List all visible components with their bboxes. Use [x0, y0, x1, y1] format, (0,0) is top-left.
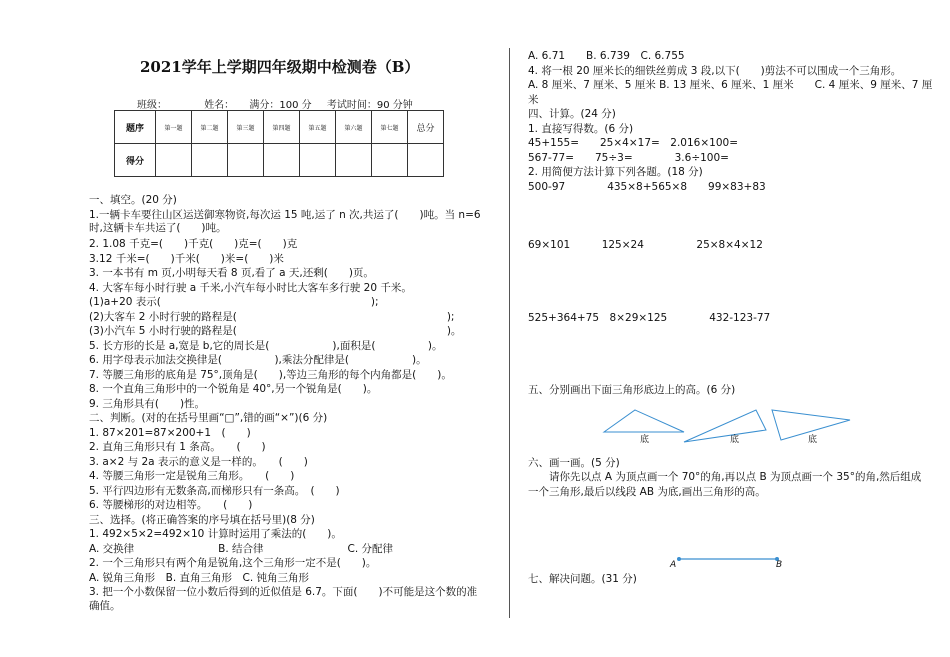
question-line: 5. 平行四边形有无数条高,而梯形只有一条高。 ( ): [89, 485, 340, 497]
question-line: 4. 将一根 20 厘米长的细铁丝剪成 3 段,以下( )剪法不可以围成一个三角形。: [528, 65, 902, 77]
col-header-total: 总分: [408, 111, 444, 144]
score-cell: [192, 144, 228, 177]
question-line: A. 6.71 B. 6.739 C. 6.755: [528, 50, 685, 62]
question-line: 1. 直接写得数。(6 分): [528, 123, 634, 135]
question-line: A. 锐角三角形 B. 直角三角形 C. 钝角三角形: [89, 572, 310, 584]
score-cell: [156, 144, 192, 177]
col-header: 第六题: [336, 111, 372, 144]
question-line: 时,这辆卡车共运了( )吨。: [89, 222, 227, 234]
triangle-2: [684, 410, 766, 442]
score-table: [114, 110, 444, 177]
col-header: 第四题: [264, 111, 300, 144]
triangle-1-base-label: 底: [640, 435, 650, 445]
question-line: 请你先以点 A 为顶点画一个 70°的角,再以点 B 为顶点画一个 35°的角,然后组成: [528, 471, 922, 483]
question-line: 4. 大客车每小时行驶 a 千米,小汽车每小时比大客车多行驶 20 千米。: [89, 282, 412, 294]
triangle-2-base-label: 底: [730, 435, 740, 445]
row-header-order: 题序: [115, 111, 156, 144]
calc-line: 69×101 125×24 25×8×4×12: [528, 239, 763, 251]
triangle-3-base-label: 底: [808, 435, 818, 445]
score-cell: [408, 144, 444, 177]
question-line: 8. 一个直角三角形中的一个锐角是 40°,另一个锐角是( )。: [89, 383, 378, 395]
column-divider: [509, 48, 510, 618]
calc-line: 567-77= 75÷3= 3.6÷100=: [528, 152, 729, 164]
question-line: 2. 1.08 千克=( )千克( )克=( )克: [89, 238, 298, 250]
section-5-heading: 五、分别画出下面三角形底边上的高。(6 分): [528, 384, 736, 396]
section-7-heading: 七、解决问题。(31 分): [528, 573, 637, 585]
score-cell: [372, 144, 408, 177]
exam-title: 2021学年上学期四年级期中检测卷（B）: [140, 58, 420, 76]
row-header-score: 得分: [115, 144, 156, 177]
section-4-heading: 四、计算。(24 分): [528, 108, 616, 120]
question-line: 3.12 千米=( )千米( )米=( )米: [89, 253, 284, 265]
question-line: (3)小汽车 5 小时行驶的路程是( )。: [89, 325, 462, 337]
point-b-label: B: [776, 560, 783, 570]
question-line: (2)大客车 2 小时行驶的路程是( );: [89, 311, 455, 323]
full-score: 满分：100 分: [249, 100, 312, 111]
question-line: 1.一辆卡车要往山区运送御寒物资,每次运 15 吨,运了 n 次,共运了( )吨。当 n=6: [89, 209, 481, 221]
triangle-1: [604, 410, 684, 432]
question-line: 确值。: [89, 600, 121, 612]
score-cell: [336, 144, 372, 177]
point-a-label: A: [670, 560, 677, 570]
col-header: 第五题: [300, 111, 336, 144]
score-cell: [300, 144, 336, 177]
name-label: 姓名：: [204, 100, 235, 111]
question-line: 4. 等腰三角形一定是锐角三角形。 ( ): [89, 470, 295, 482]
question-line: A. 交换律 B. 结合律 C. 分配律: [89, 543, 394, 555]
col-header: 第三题: [228, 111, 264, 144]
exam-time: 考试时间：90 分钟: [326, 100, 413, 111]
score-cell: [228, 144, 264, 177]
question-line: 9. 三角形具有( )性。: [89, 398, 206, 410]
score-cell: [264, 144, 300, 177]
question-line: (1)a+20 表示( );: [89, 296, 379, 308]
class-label: 班级：: [137, 100, 167, 111]
question-line: 3. a×2 与 2a 表示的意义是一样的。 ( ): [89, 456, 308, 468]
point-a-dot: [677, 557, 681, 561]
question-line: 6. 等腰梯形的对边相等。 ( ): [89, 499, 253, 511]
col-header: 第一题: [156, 111, 192, 144]
calc-line: 500-97 435×8+565×8 99×83+83: [528, 181, 766, 193]
section-6-heading: 六、画一画。(5 分): [528, 457, 620, 469]
question-line: 6. 用字母表示加法交换律是( ),乘法分配律是( )。: [89, 354, 427, 366]
question-line: 2. 用简便方法计算下列各题。(18 分): [528, 166, 703, 178]
question-line: 3. 一本书有 m 页,小明每天看 8 页,看了 a 天,还剩( )页。: [89, 267, 374, 279]
col-header: 第七题: [372, 111, 408, 144]
calc-line: 45+155= 25×4×17= 2.016×100=: [528, 137, 738, 149]
exam-meta: [137, 96, 425, 111]
calc-line: 525+364+75 8×29×125 432-123-77: [528, 312, 771, 324]
segment-ab: [675, 555, 785, 567]
question-line: 7. 等腰三角形的底角是 75°,顶角是( ),等边三角形的每个内角都是( )。: [89, 369, 452, 381]
question-line: 米: [528, 94, 539, 106]
question-line: 3. 把一个小数保留一位小数后得到的近似值是 6.7。下面( )不可能是这个数的准: [89, 586, 478, 598]
question-line: 5. 长方形的长是 a,宽是 b,它的周长是( ),面积是( )。: [89, 340, 443, 352]
question-line: 1. 492×5×2=492×10 计算时运用了乘法的( )。: [89, 528, 342, 540]
section-1-heading: 一、填空。(20 分): [89, 194, 177, 206]
question-line: 2. 一个三角形只有两个角是锐角,这个三角形一定不是( )。: [89, 557, 377, 569]
col-header: 第二题: [192, 111, 228, 144]
section-2-heading: 二、判断。(对的在括号里画“□”,错的画“×”)(6 分): [89, 412, 328, 424]
question-line: 1. 87×201=87×200+1 ( ): [89, 427, 251, 439]
section-3-heading: 三、选择。(将正确答案的序号填在括号里)(8 分): [89, 514, 315, 526]
question-line: A. 8 厘米、7 厘米、5 厘米 B. 13 厘米、6 厘米、1 厘米 C. 4 厘米、9 厘米、7 厘: [528, 79, 933, 91]
question-line: 2. 直角三角形只有 1 条高。 ( ): [89, 441, 266, 453]
question-line: 一个三角形,最后以线段 AB 为底,画出三角形的高。: [528, 486, 766, 498]
